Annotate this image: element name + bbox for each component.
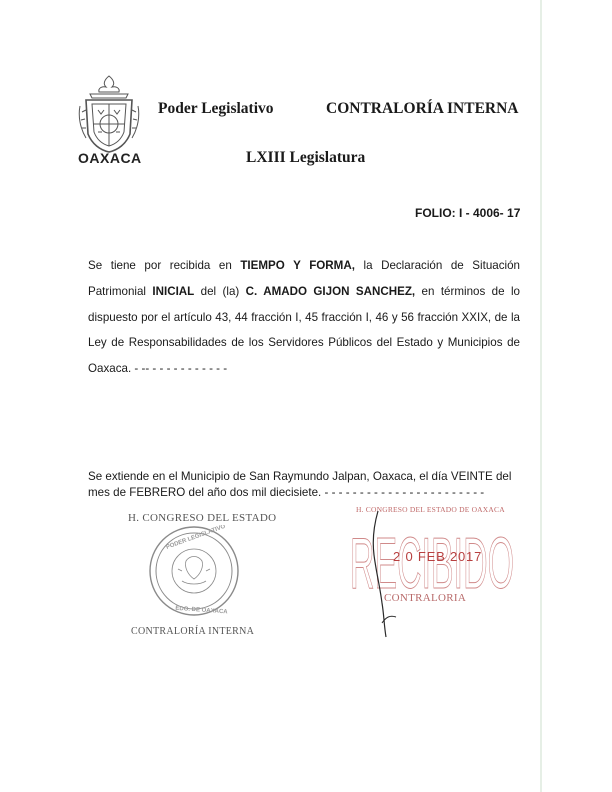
issued-paragraph: Se extiende en el Municipio de San Raymundo Jalpan, Oaxaca, el día VEINTE del mes de FEBRERO del año dos mil diecisiete. - - - - - - - - - - - - - - - - - - - - - - - <box>88 470 512 499</box>
legislatura-title: LXIII Legislatura <box>246 149 366 166</box>
right-stamp-bottom-text: CONTRALORIA <box>384 592 467 604</box>
folio-number: FOLIO: I - 4006- 17 <box>415 206 521 220</box>
left-stamp-top-text: H. CONGRESO DEL ESTADO <box>128 512 277 524</box>
declaration-paragraph <box>88 253 520 382</box>
org-name: OAXACA <box>78 150 142 166</box>
p1-bold-inicial: INICIAL <box>152 284 195 298</box>
handwritten-signature <box>330 505 440 645</box>
right-stamp-top-text: H. CONGRESO DEL ESTADO DE OAXACA <box>356 505 505 514</box>
contraloria-title: CONTRALORÍA INTERNA <box>326 100 519 117</box>
svg-text:PODER LEGISLATIVO: PODER LEGISLATIVO <box>165 525 227 551</box>
p1-mid2: del (la) <box>194 284 246 298</box>
received-date: 2 0 FEB 2017 <box>393 549 483 564</box>
p1-intro: Se tiene por recibida en <box>88 259 241 272</box>
p1-mid1: la Declaración de Situación Patrimonial <box>88 259 520 298</box>
svg-text:RECIBIDO: RECIBIDO <box>350 524 514 600</box>
p1-bold-name: C. AMADO GIJON SANCHEZ, <box>245 284 416 298</box>
p1-end: en términos de lo dispuesto por el artículo 43, 44 fracción I, 45 fracción I, 46 y 56 fracción XXIX, de la Ley de Responsabilidades de los Servidores Públicos del Estado y Municipios de Oaxaca. - -- - - - - - - - - - - - <box>88 284 520 376</box>
congress-seal-icon <box>148 525 240 617</box>
page-edge-line <box>540 0 542 792</box>
left-stamp-bottom-text: CONTRALORÍA INTERNA <box>131 626 255 637</box>
svg-text:EDO. DE OAXACA: EDO. DE OAXACA <box>175 605 228 616</box>
poder-legislativo-title: Poder Legislativo <box>158 100 274 117</box>
oaxaca-coat-of-arms-icon <box>76 72 142 156</box>
p1-bold-tiempo: TIEMPO Y FORMA, <box>240 259 355 272</box>
